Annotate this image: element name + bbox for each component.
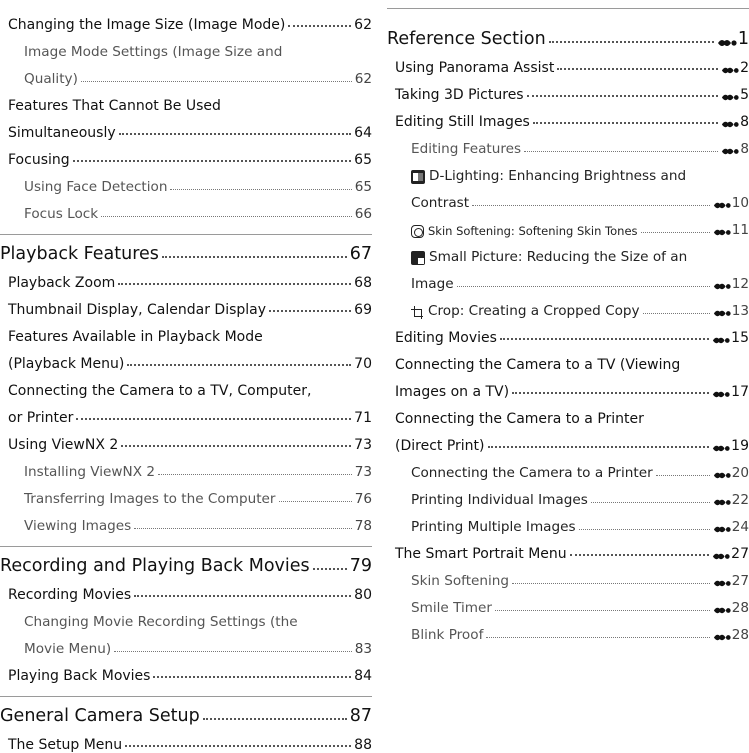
toc-page-number: 28 bbox=[731, 600, 749, 616]
dot-leader bbox=[269, 310, 351, 312]
toc-entry-connecting-tv-cont[interactable] bbox=[387, 373, 749, 400]
toc-entry-title: The Setup Menu bbox=[8, 737, 123, 753]
toc-entry-small-picture-cont[interactable] bbox=[387, 265, 749, 292]
toc-entry-features-available-playback[interactable] bbox=[0, 318, 372, 345]
toc-page-ref bbox=[721, 87, 749, 103]
toc-entry-connecting-printer-cont[interactable] bbox=[387, 427, 749, 454]
dot-leader bbox=[313, 568, 347, 570]
toc-entry-playback-features[interactable] bbox=[0, 235, 372, 264]
dot-leader bbox=[118, 283, 351, 285]
toc-entry-installing-viewnx[interactable] bbox=[0, 453, 372, 480]
toc-entry-title: Features Available in Playback Mode bbox=[8, 329, 263, 345]
dot-leader bbox=[457, 286, 710, 287]
toc-entry-title: Editing Features bbox=[411, 141, 522, 157]
dot-leader bbox=[114, 651, 352, 652]
toc-page-ref bbox=[712, 330, 749, 346]
toc-page-number: 65 bbox=[354, 179, 372, 195]
toc-page-number: 64 bbox=[354, 125, 372, 141]
toc-entry-image-mode-settings-cont[interactable] bbox=[0, 60, 372, 87]
dot-leader bbox=[656, 475, 710, 476]
toc-entry-title: Thumbnail Display, Calendar Display bbox=[8, 302, 267, 318]
toc-entry-blink-proof[interactable] bbox=[387, 616, 749, 643]
toc-entry-title: Changing the Image Size (Image Mode) bbox=[8, 17, 286, 33]
reference-section-mark-icon bbox=[712, 389, 730, 400]
toc-page-ref bbox=[712, 384, 749, 400]
dot-leader bbox=[162, 256, 347, 258]
toc-entry-using-viewnx[interactable] bbox=[0, 426, 372, 453]
toc-entry-skin-softening[interactable] bbox=[387, 562, 749, 589]
toc-entry-title: Features That Cannot Be Used bbox=[8, 98, 221, 114]
dot-leader bbox=[134, 595, 351, 597]
toc-entry-features-cannot-be-used[interactable] bbox=[0, 87, 372, 114]
toc-entry-general-camera-setup[interactable] bbox=[0, 697, 372, 726]
toc-page-number: 87 bbox=[349, 706, 372, 726]
toc-page-ref bbox=[721, 60, 749, 76]
reference-section-mark-icon bbox=[713, 227, 731, 238]
toc-page-number: 27 bbox=[731, 546, 749, 562]
toc-entry-title: Installing ViewNX 2 bbox=[24, 464, 155, 480]
toc-page-number: 73 bbox=[354, 464, 372, 480]
toc-page-number: 62 bbox=[354, 71, 372, 87]
toc-page-number: 12 bbox=[731, 276, 749, 292]
toc-entry-focusing[interactable] bbox=[0, 141, 372, 168]
toc-page-number: 20 bbox=[731, 465, 749, 481]
toc-entry-title: The Smart Portrait Menu bbox=[395, 546, 567, 562]
toc-entry-connecting-camera-tv-computer-cont[interactable] bbox=[0, 399, 372, 426]
toc-entry-title: Connecting the Camera to a Printer bbox=[395, 411, 644, 427]
toc-entry-title: Taking 3D Pictures bbox=[395, 87, 524, 103]
dot-leader bbox=[486, 637, 709, 638]
toc-entry-title: Skin Softening: Softening Skin Tones bbox=[428, 224, 638, 238]
toc-entry-title: Recording Movies bbox=[8, 587, 132, 603]
dot-leader bbox=[472, 205, 710, 206]
toc-entry-connecting-printer[interactable] bbox=[387, 400, 749, 427]
toc-section-title: General Camera Setup bbox=[0, 706, 200, 726]
toc-page-ref bbox=[712, 438, 749, 454]
toc-entry-title: Editing Movies bbox=[395, 330, 497, 346]
toc-page-number: 28 bbox=[731, 627, 749, 643]
toc-entry-title: Viewing Images bbox=[24, 518, 132, 534]
reference-section-mark-icon bbox=[721, 119, 739, 130]
dot-leader bbox=[579, 529, 710, 530]
skin-softening-icon bbox=[411, 225, 424, 238]
toc-page-ref bbox=[713, 627, 749, 643]
toc-entry-changing-movie-settings[interactable] bbox=[0, 603, 372, 630]
toc-entry-title: Smile Timer bbox=[411, 600, 492, 616]
toc-section-title: Playback Features bbox=[0, 244, 159, 264]
dot-leader bbox=[549, 41, 714, 43]
dot-leader bbox=[500, 338, 709, 340]
toc-page-number: 73 bbox=[354, 437, 372, 453]
reference-section-mark-icon bbox=[721, 65, 739, 76]
toc-entry-playback-zoom[interactable] bbox=[0, 264, 372, 291]
dot-leader bbox=[570, 554, 710, 556]
toc-entry-features-cannot-be-used-cont[interactable] bbox=[0, 114, 372, 141]
toc-page-number: 17 bbox=[731, 384, 749, 400]
dot-leader bbox=[495, 610, 710, 611]
toc-entry-transferring-images[interactable] bbox=[0, 480, 372, 507]
reference-section-mark-icon bbox=[713, 470, 731, 481]
toc-left-column bbox=[0, 0, 372, 753]
dot-leader bbox=[279, 501, 352, 502]
dot-leader bbox=[119, 133, 352, 135]
toc-entry-title: Editing Still Images bbox=[395, 114, 530, 130]
toc-right-column bbox=[387, 0, 749, 643]
toc-page-ref bbox=[712, 546, 749, 562]
toc-entry-features-available-playback-cont[interactable] bbox=[0, 345, 372, 372]
toc-page-number: 83 bbox=[354, 641, 372, 657]
toc-page-number: 1 bbox=[737, 29, 749, 49]
toc-page-number: 15 bbox=[731, 330, 749, 346]
toc-page-ref bbox=[717, 29, 749, 49]
toc-entry-title: or Printer bbox=[8, 410, 74, 426]
toc-page-ref bbox=[713, 519, 749, 535]
dot-leader bbox=[81, 81, 352, 82]
toc-entry-d-lighting-cont[interactable] bbox=[387, 184, 749, 211]
toc-page-ref bbox=[713, 492, 749, 508]
reference-section-mark-icon bbox=[717, 37, 737, 49]
toc-page-number: 13 bbox=[731, 303, 749, 319]
toc-page-number: 27 bbox=[731, 573, 749, 589]
toc-entry-editing-movies[interactable] bbox=[387, 319, 749, 346]
toc-entry-crop[interactable] bbox=[387, 292, 749, 319]
toc-page-ref bbox=[721, 114, 749, 130]
toc-entry-viewing-images[interactable] bbox=[0, 507, 372, 534]
toc-entry-title: Using Panorama Assist bbox=[395, 60, 555, 76]
toc-page-ref bbox=[713, 465, 749, 481]
toc-entry-connecting-camera-tv-computer[interactable] bbox=[0, 372, 372, 399]
dot-leader bbox=[512, 583, 710, 584]
toc-page-number: 62 bbox=[354, 17, 372, 33]
toc-entry-title: Transferring Images to the Computer bbox=[24, 491, 276, 507]
reference-section-mark-icon bbox=[713, 632, 731, 643]
toc-entry-title: Blink Proof bbox=[411, 627, 484, 643]
toc-entry-title: Changing Movie Recording Settings (the bbox=[24, 614, 298, 630]
toc-page-number: 2 bbox=[740, 60, 749, 76]
toc-page-number: 68 bbox=[354, 275, 372, 291]
toc-entry-editing-features[interactable] bbox=[387, 130, 749, 157]
toc-page-number: 66 bbox=[354, 206, 372, 222]
dot-leader bbox=[591, 502, 710, 503]
reference-section-mark-icon bbox=[712, 551, 730, 562]
toc-page-number: 5 bbox=[740, 87, 749, 103]
reference-section-mark-icon bbox=[713, 605, 731, 616]
toc-entry-title: Playback Zoom bbox=[8, 275, 116, 291]
toc-page-number: 11 bbox=[731, 222, 749, 238]
toc-entry-thumbnail-display[interactable] bbox=[0, 291, 372, 318]
toc-page-number: 84 bbox=[354, 668, 372, 684]
d-lighting-icon bbox=[411, 170, 425, 184]
toc-entry-title: Image bbox=[411, 276, 454, 292]
toc-entry-playing-back-movies[interactable] bbox=[0, 657, 372, 684]
dot-leader bbox=[76, 418, 351, 420]
toc-entry-printing-individual[interactable] bbox=[387, 481, 749, 508]
toc-entry-changing-image-size[interactable] bbox=[0, 6, 372, 33]
toc-entry-smile-timer[interactable] bbox=[387, 589, 749, 616]
toc-entry-title: (Direct Print) bbox=[395, 438, 485, 454]
toc-entry-using-panorama-assist[interactable] bbox=[387, 49, 749, 76]
reference-section-mark-icon bbox=[713, 308, 731, 319]
reference-section-mark-icon bbox=[713, 578, 731, 589]
toc-entry-editing-still-images[interactable] bbox=[387, 103, 749, 130]
toc-entry-taking-3d-pictures[interactable] bbox=[387, 76, 749, 103]
toc-entry-title: (Playback Menu) bbox=[8, 356, 125, 372]
toc-entry-setup-menu[interactable] bbox=[0, 726, 372, 753]
toc-entry-d-lighting[interactable] bbox=[387, 157, 749, 184]
dot-leader bbox=[533, 122, 718, 124]
toc-page-number: 67 bbox=[349, 244, 372, 264]
dot-leader bbox=[288, 25, 351, 27]
reference-section-mark-icon bbox=[721, 92, 739, 103]
toc-page-ref bbox=[713, 222, 749, 238]
crop-icon bbox=[411, 306, 424, 319]
dot-leader bbox=[488, 446, 710, 448]
toc-page-ref bbox=[713, 600, 749, 616]
toc-entry-reference-section[interactable] bbox=[387, 20, 749, 49]
toc-section-title: Recording and Playing Back Movies bbox=[0, 556, 310, 576]
dot-leader bbox=[203, 718, 347, 720]
toc-entry-smart-portrait-menu[interactable] bbox=[387, 535, 749, 562]
toc-entry-title: Playing Back Movies bbox=[8, 668, 151, 684]
toc-entry-recording-movies[interactable] bbox=[0, 576, 372, 603]
toc-entry-title: Crop: Creating a Cropped Copy bbox=[428, 303, 640, 319]
small-picture-icon bbox=[411, 251, 425, 265]
toc-page-number: 78 bbox=[354, 518, 372, 534]
dot-leader bbox=[153, 676, 351, 678]
dot-leader bbox=[641, 232, 710, 233]
toc-page-ref bbox=[713, 303, 749, 319]
reference-section-mark-icon bbox=[713, 281, 731, 292]
toc-page-number: 65 bbox=[354, 152, 372, 168]
toc-page-number: 88 bbox=[354, 737, 372, 753]
toc-entry-title: Focusing bbox=[8, 152, 70, 168]
reference-section-mark-icon bbox=[713, 524, 731, 535]
toc-page-number: 19 bbox=[731, 438, 749, 454]
dot-leader bbox=[121, 445, 351, 447]
toc-page-number: 80 bbox=[354, 587, 372, 603]
toc-entry-title: Using ViewNX 2 bbox=[8, 437, 119, 453]
dot-leader bbox=[101, 216, 352, 217]
reference-section-mark-icon bbox=[712, 443, 730, 454]
reference-section-mark-icon bbox=[712, 335, 730, 346]
toc-entry-title: Printing Individual Images bbox=[411, 492, 588, 508]
toc-entry-title: Small Picture: Reducing the Size of an bbox=[429, 249, 688, 265]
dot-leader bbox=[643, 313, 710, 314]
toc-entry-title: Using Face Detection bbox=[24, 179, 168, 195]
toc-entry-title: Skin Softening bbox=[411, 573, 510, 589]
reference-section-mark-icon bbox=[721, 146, 739, 157]
toc-entry-title: Images on a TV) bbox=[395, 384, 510, 400]
toc-page-number: 70 bbox=[354, 356, 372, 372]
toc-entry-changing-movie-settings-cont[interactable] bbox=[0, 630, 372, 657]
dot-leader bbox=[127, 364, 351, 366]
toc-entry-title: Movie Menu) bbox=[24, 641, 112, 657]
toc-section-title: Reference Section bbox=[387, 29, 546, 49]
dot-leader bbox=[170, 189, 351, 190]
toc-entry-title: Connecting the Camera to a TV (Viewing bbox=[395, 357, 681, 373]
toc-page-ref bbox=[713, 276, 749, 292]
toc-entry-connecting-tv[interactable] bbox=[387, 346, 749, 373]
toc-page-number: 22 bbox=[731, 492, 749, 508]
toc-entry-title: Image Mode Settings (Image Size and bbox=[24, 44, 283, 60]
toc-entry-title: Connecting the Camera to a Printer bbox=[411, 465, 653, 481]
dot-leader bbox=[512, 392, 709, 394]
toc-entry-title: Simultaneously bbox=[8, 125, 116, 141]
dot-leader bbox=[125, 745, 351, 747]
toc-entry-title: Printing Multiple Images bbox=[411, 519, 576, 535]
toc-page-number: 76 bbox=[354, 491, 372, 507]
toc-page-number: 8 bbox=[740, 141, 749, 157]
toc-entry-image-mode-settings[interactable] bbox=[0, 33, 372, 60]
reference-section-mark-icon bbox=[713, 200, 731, 211]
toc-page-ref bbox=[713, 195, 749, 211]
toc-page-number: 79 bbox=[349, 556, 372, 576]
toc-entry-recording-playing-movies[interactable] bbox=[0, 547, 372, 576]
toc-entry-title: Focus Lock bbox=[24, 206, 99, 222]
dot-leader bbox=[524, 151, 718, 152]
toc-entry-title: Quality) bbox=[24, 71, 78, 87]
dot-leader bbox=[73, 160, 352, 162]
toc-page-number: 71 bbox=[354, 410, 372, 426]
toc-entry-small-picture[interactable] bbox=[387, 238, 749, 265]
toc-entry-title: D-Lighting: Enhancing Brightness and bbox=[429, 168, 687, 184]
toc-entry-printing-multiple[interactable] bbox=[387, 508, 749, 535]
toc-page-number: 69 bbox=[354, 302, 372, 318]
reference-section-mark-icon bbox=[713, 497, 731, 508]
dot-leader bbox=[134, 528, 351, 529]
toc-entry-skin-softening-edit[interactable] bbox=[387, 211, 749, 238]
toc-entry-title: Contrast bbox=[411, 195, 470, 211]
toc-page-number: 10 bbox=[731, 195, 749, 211]
toc-entry-focus-lock[interactable] bbox=[0, 195, 372, 222]
toc-entry-using-face-detection[interactable] bbox=[0, 168, 372, 195]
toc-page-number: 8 bbox=[740, 114, 749, 130]
toc-entry-connecting-camera-printer[interactable] bbox=[387, 454, 749, 481]
toc-entry-title: Connecting the Camera to a TV, Computer, bbox=[8, 383, 312, 399]
toc-page-ref bbox=[721, 141, 749, 157]
toc-page-ref bbox=[713, 573, 749, 589]
dot-leader bbox=[158, 474, 352, 475]
dot-leader bbox=[527, 95, 718, 97]
toc-page-number: 24 bbox=[731, 519, 749, 535]
dot-leader bbox=[557, 68, 718, 70]
